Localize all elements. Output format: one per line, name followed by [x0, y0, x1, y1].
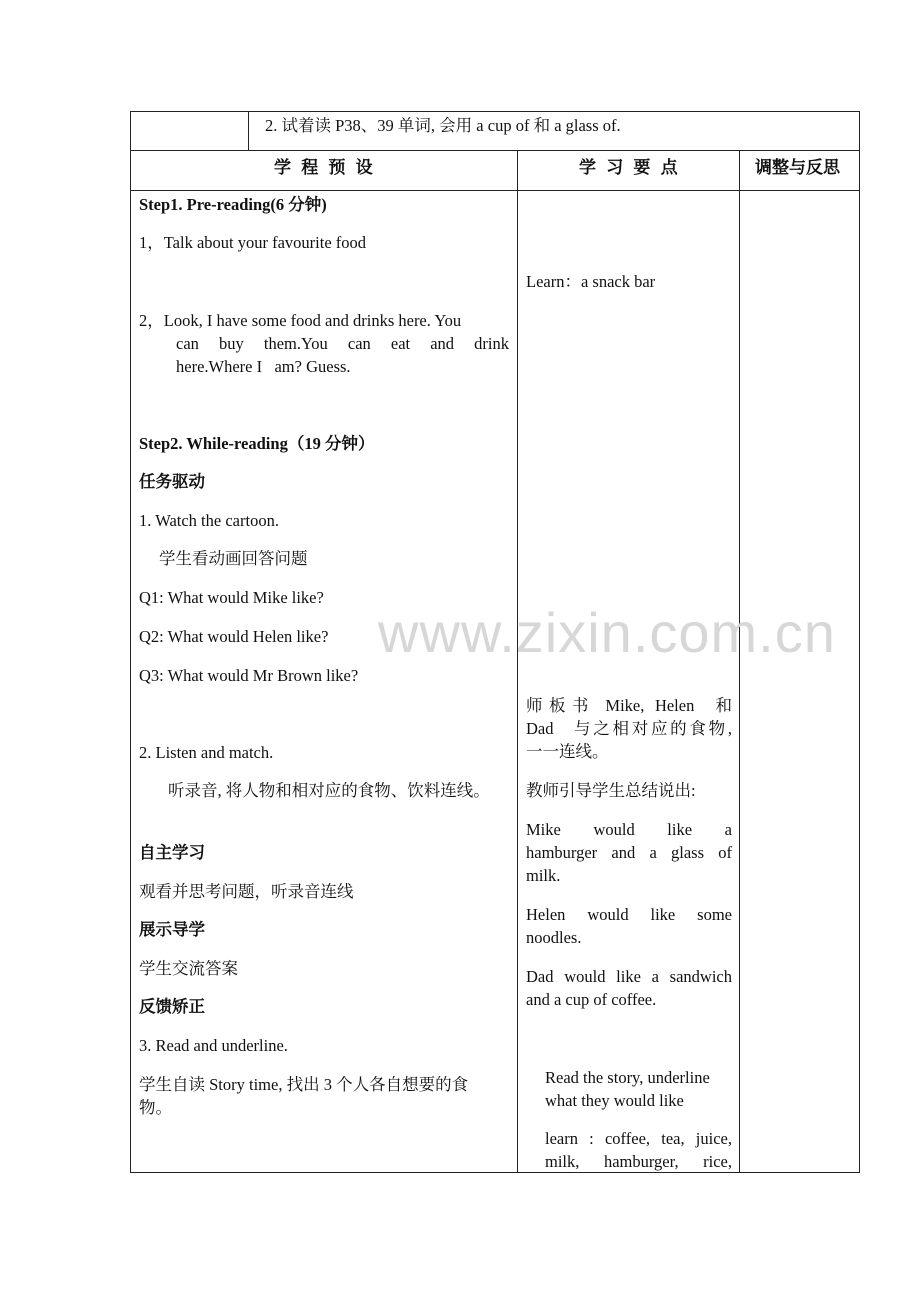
learn-words-line1: learn : coffee, tea, juice, — [545, 1129, 732, 1148]
step1-title: Step1. Pre-reading(6 分钟) — [139, 195, 327, 214]
step1-item2-line1: 2，Look, I have some food and drinks here. You — [139, 311, 462, 330]
board-note-line3: 一一连线。 — [526, 742, 609, 761]
mike-line2: hamburger and a glass of — [526, 843, 732, 862]
watch-cartoon-cn: 学生看动画回答问题 — [159, 549, 308, 568]
question-2: Q2: What would Helen like? — [139, 627, 329, 646]
learn-words — [545, 1127, 732, 1173]
story-task — [545, 1066, 732, 1112]
watch-cartoon: 1. Watch the cartoon. — [139, 511, 279, 530]
col-divider-top-row — [248, 111, 249, 150]
step1-item2-line3: here.Where I am? Guess. — [176, 357, 351, 376]
row-divider-top — [130, 150, 860, 151]
watermark: www.zixin.com.cn — [378, 601, 836, 664]
board-note — [526, 694, 732, 763]
show-guide-text: 学生交流答案 — [139, 959, 238, 978]
helen-summary — [526, 903, 732, 949]
read-underline: 3. Read and underline. — [139, 1036, 288, 1055]
question-1: Q1: What would Mike like? — [139, 588, 324, 607]
step1-item1: 1，Talk about your favourite food — [139, 233, 367, 252]
helen-line1: Helen would like some — [526, 905, 732, 924]
learn-words-line2: milk, hamburger, rice, — [545, 1152, 732, 1171]
show-guide-heading: 展示导学 — [139, 920, 205, 939]
header-key-points: 学习要点 — [579, 158, 688, 177]
task-drive-heading: 任务驱动 — [139, 472, 205, 491]
read-cn-line1: 学生自读 Story time, 找出 3 个人各自想要的食 — [139, 1075, 469, 1094]
dad-line1: Dad would like a sandwich — [526, 967, 732, 986]
header-reflection: 调整与反思 — [755, 158, 840, 177]
self-study-heading: 自主学习 — [139, 843, 205, 862]
dad-line2: and a cup of coffee. — [526, 990, 657, 1009]
read-cn-line2: 物。 — [139, 1098, 172, 1117]
top-row-text: 2. 试着读 P38、39 单词, 会用 a cup of 和 a glass of. — [265, 116, 621, 135]
teacher-guide: 教师引导学生总结说出: — [526, 781, 696, 800]
listen-match: 2. Listen and match. — [139, 743, 274, 762]
step2-title: Step2. While-reading（19 分钟） — [139, 434, 375, 453]
story-line1: Read the story, underline — [545, 1068, 710, 1087]
mike-line1: Mike would like a — [526, 820, 732, 839]
item2-line2-text: can buy them.You can eat and drink — [176, 334, 509, 353]
helen-line2: noodles. — [526, 928, 582, 947]
step1-item2-line2 — [176, 332, 509, 355]
mike-line3: milk. — [526, 866, 561, 885]
dad-summary — [526, 965, 732, 1011]
feedback-heading: 反馈矫正 — [139, 997, 205, 1016]
board-note-line2: Dad 与之相对应的食物, — [526, 719, 732, 738]
question-3: Q3: What would Mr Brown like? — [139, 666, 359, 685]
story-line2: what they would like — [545, 1091, 684, 1110]
learn-snack-bar: Learn：a snack bar — [526, 272, 656, 291]
listen-match-cn: 听录音, 将人物和相对应的食物、饮料连线。 — [168, 781, 490, 800]
self-study-text: 观看并思考问题，听录音连线 — [139, 882, 354, 901]
mike-summary — [526, 818, 732, 887]
header-course-plan: 学程预设 — [274, 158, 383, 177]
board-note-line1: 师板书 Mike, Helen 和 — [526, 696, 732, 715]
row-divider-header — [130, 190, 860, 191]
